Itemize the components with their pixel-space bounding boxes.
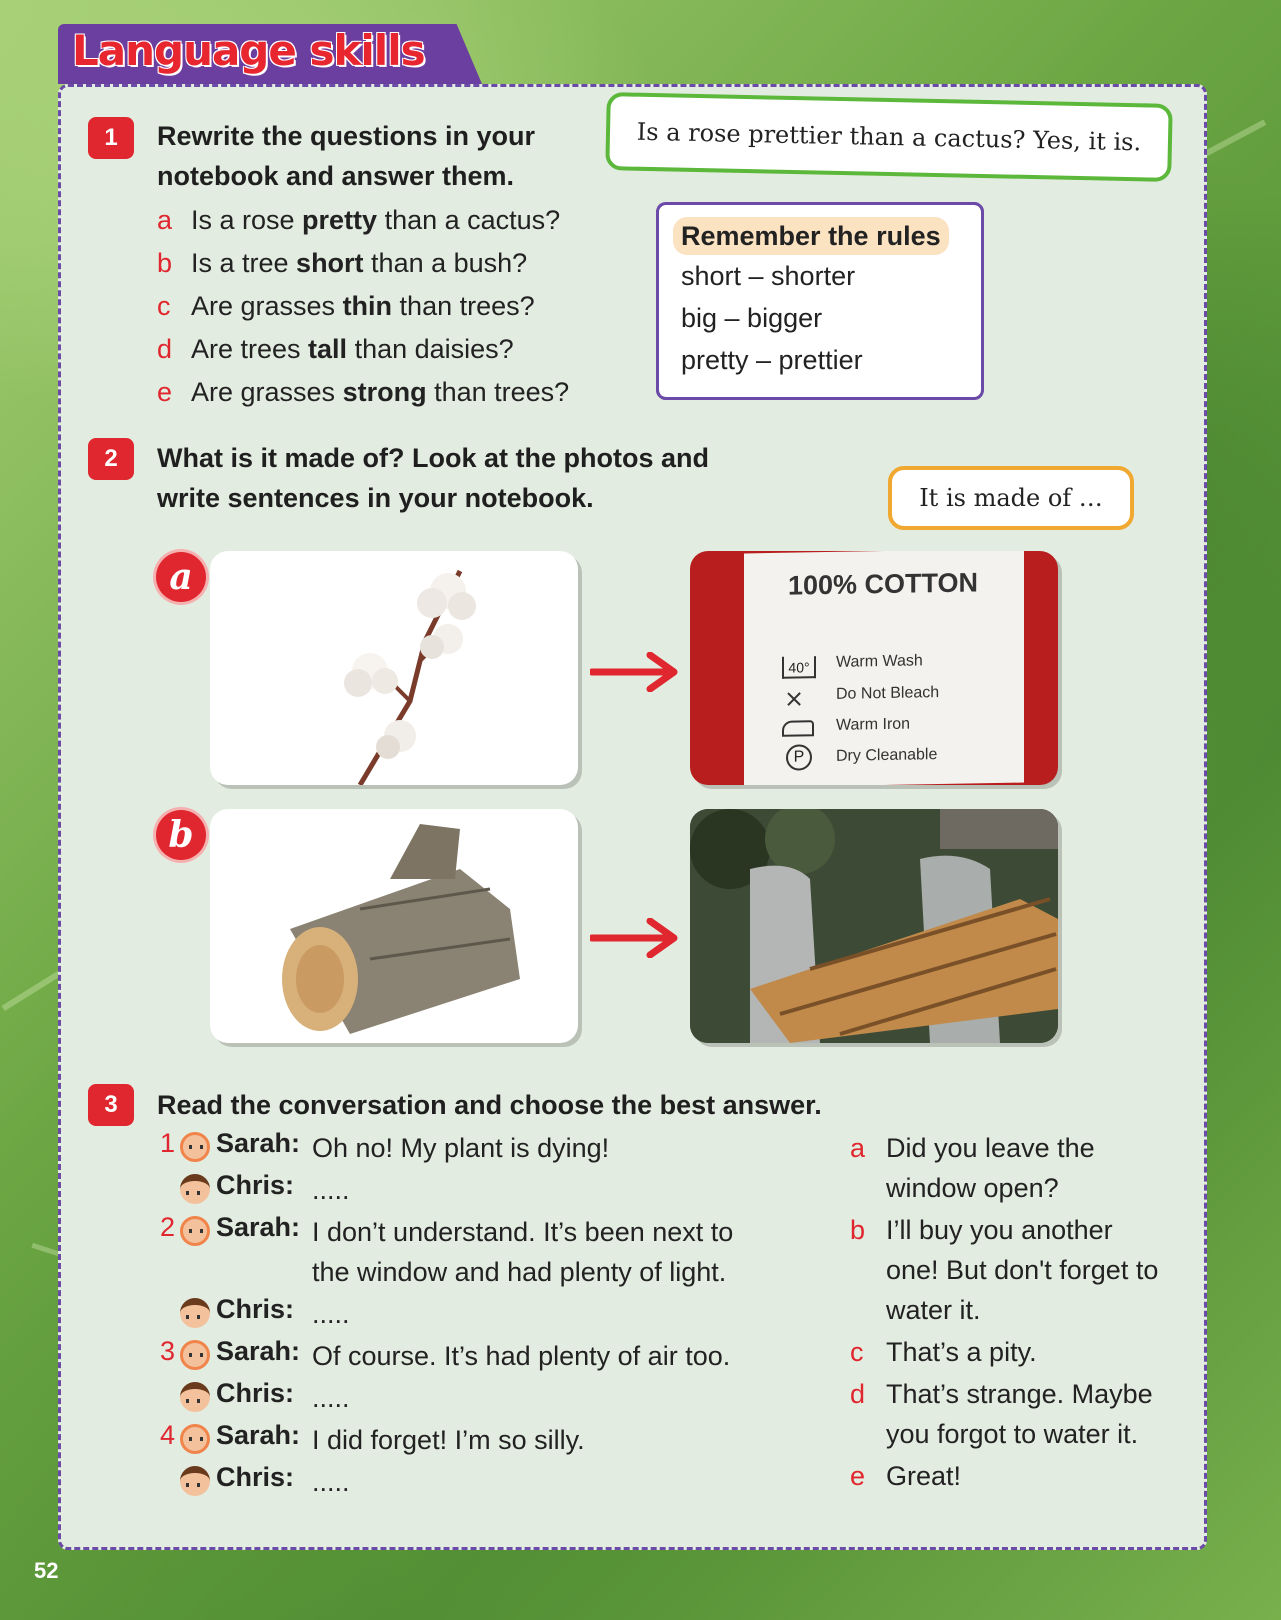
wooden-table-illustration xyxy=(690,809,1058,1043)
wash-icon: 40° xyxy=(782,656,816,679)
question-letter: b xyxy=(157,248,173,278)
speech-text: ..... xyxy=(312,1383,350,1413)
line-number: 1 xyxy=(160,1128,176,1158)
wooden-table-photo xyxy=(690,809,1058,1043)
answer-letter: c xyxy=(850,1337,864,1367)
care-dry-cleanable: Dry Cleanable xyxy=(836,746,938,765)
conversation-line xyxy=(160,1462,350,1502)
dry-clean-icon: P xyxy=(786,744,812,770)
wood-log-illustration xyxy=(210,809,578,1043)
answer-letter: a xyxy=(850,1133,866,1163)
question-item xyxy=(157,371,569,414)
rules-heading: Remember the rules xyxy=(673,217,949,255)
exercise-1-questions xyxy=(157,199,569,414)
answer-options xyxy=(850,1128,1158,1498)
sarah-avatar-icon xyxy=(180,1216,210,1246)
conversation-line xyxy=(160,1336,730,1376)
speaker-name: Chris: xyxy=(216,1294,295,1324)
answer-text: I’ll buy you another one! But don't forget to water it. xyxy=(886,1215,1159,1325)
answer-option xyxy=(850,1332,1158,1372)
question-text: Are trees tall than daisies? xyxy=(191,334,514,364)
example-speech-bubble: Is a rose prettier than a cactus? Yes, it is. xyxy=(605,92,1173,182)
question-letter: e xyxy=(157,377,173,407)
answer-text: Did you leave the window open? xyxy=(886,1133,1095,1203)
arrow-right-icon xyxy=(590,918,686,958)
answer-text: That’s strange. Maybe you forgot to water it. xyxy=(886,1379,1153,1449)
tag-title: 100% COTTON xyxy=(788,567,979,601)
sarah-avatar-icon xyxy=(180,1132,210,1162)
question-item xyxy=(157,285,569,328)
remember-rules-box xyxy=(656,202,984,400)
speaker-name: Sarah: xyxy=(216,1336,301,1366)
chris-avatar-icon xyxy=(180,1382,210,1412)
exercise-3-instruction: Read the conversation and choose the best answer. xyxy=(157,1090,822,1120)
answer-letter: e xyxy=(850,1461,866,1491)
picture-label-a: a xyxy=(156,552,206,602)
speech-text: ..... xyxy=(312,1299,350,1329)
speech-text: Of course. It’s had plenty of air too. xyxy=(312,1341,731,1371)
question-letter: c xyxy=(157,291,171,321)
line-number: 3 xyxy=(160,1336,176,1366)
chris-avatar-icon xyxy=(180,1174,210,1204)
conversation-line xyxy=(160,1420,585,1460)
cotton-label-photo xyxy=(690,551,1058,785)
chris-avatar-icon xyxy=(180,1298,210,1328)
speaker-name: Sarah: xyxy=(216,1128,301,1158)
rule-line: short – shorter xyxy=(681,261,856,291)
question-text: Is a rose pretty than a cactus? xyxy=(191,205,561,235)
question-letter: a xyxy=(157,205,173,235)
cotton-plant-illustration xyxy=(210,551,578,785)
answer-option xyxy=(850,1128,1158,1208)
conversation-line xyxy=(160,1212,733,1292)
exercise-1-number: 1 xyxy=(88,117,134,159)
answer-letter: b xyxy=(850,1215,866,1245)
line-number: 2 xyxy=(160,1212,176,1242)
question-letter: d xyxy=(157,334,173,364)
conversation-line xyxy=(160,1294,350,1334)
speaker-name: Sarah: xyxy=(216,1420,301,1450)
rule-line: big – bigger xyxy=(681,303,823,333)
clothing-tag xyxy=(744,551,1024,785)
exercise-2-instruction: What is it made of? Look at the photos and write sentences in your notebook. xyxy=(157,443,709,513)
picture-label-b: b xyxy=(156,810,206,860)
speaker-name: Chris: xyxy=(216,1378,295,1408)
conversation-line xyxy=(160,1378,350,1418)
speech-text: ..... xyxy=(312,1467,350,1497)
care-no-bleach: Do Not Bleach xyxy=(836,684,940,703)
speech-text: I don’t understand. It’s been next to the window and had plenty of light. xyxy=(312,1217,734,1287)
wood-log-photo xyxy=(210,809,578,1043)
speaker-name: Sarah: xyxy=(216,1212,301,1242)
answer-text: That’s a pity. xyxy=(886,1337,1037,1367)
exercise-1-instruction: Rewrite the questions in your notebook and answer them. xyxy=(157,121,536,191)
speech-text: Oh no! My plant is dying! xyxy=(312,1133,610,1163)
made-of-speech-bubble: It is made of … xyxy=(888,466,1134,530)
line-number: 4 xyxy=(160,1420,176,1450)
question-item xyxy=(157,199,569,242)
page-title: Language skills xyxy=(72,26,425,75)
answer-option xyxy=(850,1456,1158,1496)
exercise-3-number: 3 xyxy=(88,1084,134,1126)
speech-text: I did forget! I’m so silly. xyxy=(312,1425,585,1455)
no-bleach-icon: ⨯ xyxy=(784,684,805,713)
answer-option xyxy=(850,1210,1158,1330)
answer-letter: d xyxy=(850,1379,866,1409)
question-item xyxy=(157,328,569,371)
question-item xyxy=(157,242,569,285)
question-text: Are grasses thin than trees? xyxy=(191,291,535,321)
answer-text: Great! xyxy=(886,1461,962,1491)
speaker-name: Chris: xyxy=(216,1170,295,1200)
exercise-2-number: 2 xyxy=(88,438,134,480)
conversation-line xyxy=(160,1170,350,1210)
chris-avatar-icon xyxy=(180,1466,210,1496)
answer-option xyxy=(850,1374,1158,1454)
speech-text: ..... xyxy=(312,1175,350,1205)
rule-line: pretty – prettier xyxy=(681,345,863,375)
page-number: 52 xyxy=(34,1558,59,1583)
care-warm-wash: Warm Wash xyxy=(836,652,923,671)
sarah-avatar-icon xyxy=(180,1424,210,1454)
speaker-name: Chris: xyxy=(216,1462,295,1492)
conversation-line xyxy=(160,1128,609,1168)
question-text: Is a tree short than a bush? xyxy=(191,248,528,278)
iron-icon xyxy=(782,720,814,737)
arrow-right-icon xyxy=(590,652,686,692)
question-text: Are grasses strong than trees? xyxy=(191,377,570,407)
sarah-avatar-icon xyxy=(180,1340,210,1370)
cotton-plant-photo xyxy=(210,551,578,785)
care-warm-iron: Warm Iron xyxy=(836,715,911,734)
